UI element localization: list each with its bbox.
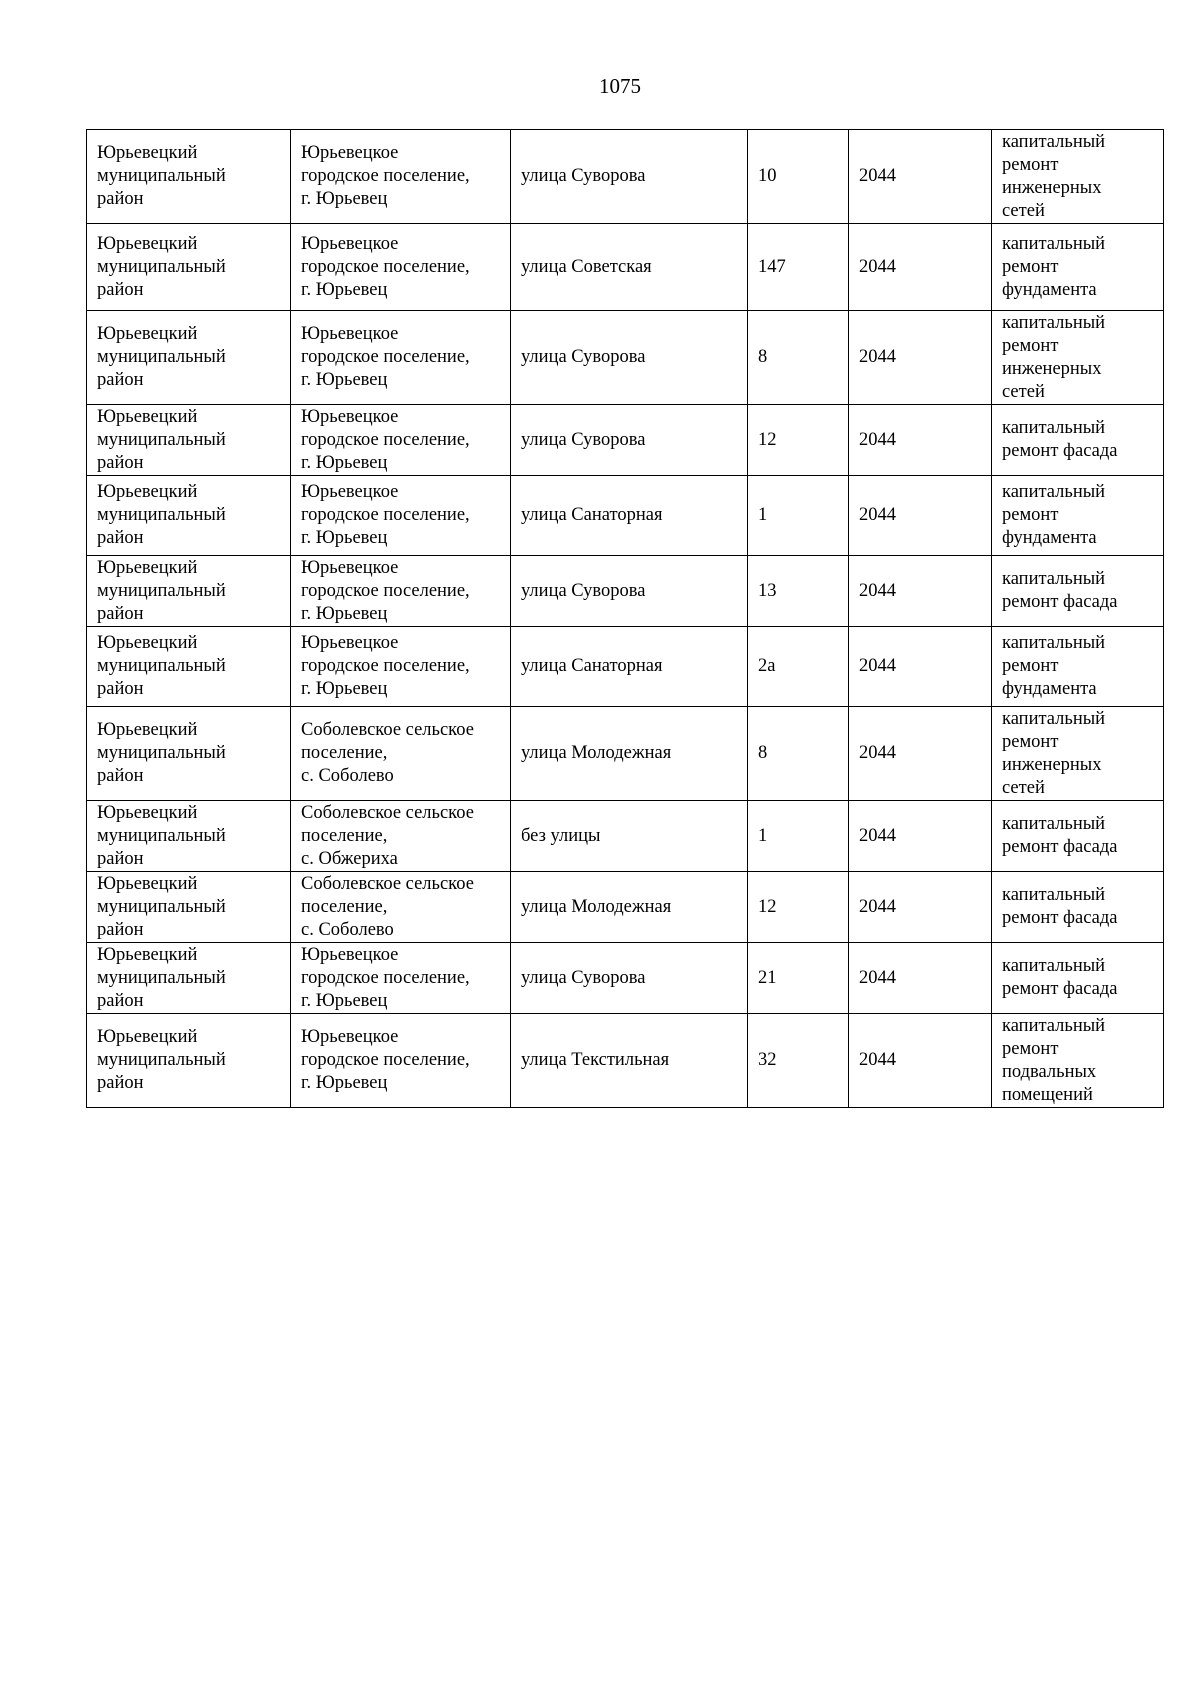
- cell-district: Юрьевецкий муниципальный район: [87, 872, 291, 943]
- cell-settlement: Юрьевецкое городское поселение, г. Юрьевец: [291, 1014, 511, 1108]
- cell-house-number: 2а: [748, 627, 849, 707]
- cell-work-type: капитальный ремонт фасада: [992, 872, 1164, 943]
- table-row: [87, 872, 1164, 943]
- cell-planned-year: 2044: [849, 1014, 992, 1108]
- cell-district: Юрьевецкий муниципальный район: [87, 943, 291, 1014]
- cell-street: улица Суворова: [511, 943, 748, 1014]
- cell-street: улица Молодежная: [511, 707, 748, 801]
- repair-schedule-table: [86, 129, 1164, 1108]
- table-body: [87, 130, 1164, 1108]
- cell-house-number: 8: [748, 707, 849, 801]
- cell-settlement: Юрьевецкое городское поселение, г. Юрьевец: [291, 627, 511, 707]
- cell-district: Юрьевецкий муниципальный район: [87, 556, 291, 627]
- cell-street: улица Суворова: [511, 556, 748, 627]
- cell-district: Юрьевецкий муниципальный район: [87, 224, 291, 311]
- cell-house-number: 12: [748, 872, 849, 943]
- cell-planned-year: 2044: [849, 801, 992, 872]
- cell-planned-year: 2044: [849, 627, 992, 707]
- cell-planned-year: 2044: [849, 311, 992, 405]
- table-row: [87, 801, 1164, 872]
- cell-district: Юрьевецкий муниципальный район: [87, 1014, 291, 1108]
- cell-work-type: капитальный ремонт инженерных сетей: [992, 311, 1164, 405]
- cell-street: улица Суворова: [511, 405, 748, 476]
- cell-settlement: Соболевское сельское поселение, с. Соболево: [291, 707, 511, 801]
- table-row: [87, 627, 1164, 707]
- cell-work-type: капитальный ремонт инженерных сетей: [992, 130, 1164, 224]
- cell-district: Юрьевецкий муниципальный район: [87, 801, 291, 872]
- cell-planned-year: 2044: [849, 476, 992, 556]
- cell-house-number: 21: [748, 943, 849, 1014]
- cell-house-number: 8: [748, 311, 849, 405]
- table-row: [87, 556, 1164, 627]
- cell-house-number: 12: [748, 405, 849, 476]
- cell-street: без улицы: [511, 801, 748, 872]
- cell-planned-year: 2044: [849, 130, 992, 224]
- cell-street: улица Санаторная: [511, 627, 748, 707]
- cell-district: Юрьевецкий муниципальный район: [87, 130, 291, 224]
- cell-planned-year: 2044: [849, 224, 992, 311]
- cell-work-type: капитальный ремонт фундамента: [992, 224, 1164, 311]
- cell-house-number: 1: [748, 801, 849, 872]
- cell-district: Юрьевецкий муниципальный район: [87, 627, 291, 707]
- table-row: [87, 224, 1164, 311]
- page-number: 1075: [599, 74, 641, 98]
- cell-work-type: капитальный ремонт подвальных помещений: [992, 1014, 1164, 1108]
- cell-district: Юрьевецкий муниципальный район: [87, 476, 291, 556]
- cell-work-type: капитальный ремонт фасада: [992, 943, 1164, 1014]
- cell-planned-year: 2044: [849, 872, 992, 943]
- cell-work-type: капитальный ремонт фасада: [992, 405, 1164, 476]
- cell-work-type: капитальный ремонт фундамента: [992, 627, 1164, 707]
- cell-house-number: 1: [748, 476, 849, 556]
- cell-work-type: капитальный ремонт фундамента: [992, 476, 1164, 556]
- cell-settlement: Юрьевецкое городское поселение, г. Юрьевец: [291, 130, 511, 224]
- cell-work-type: капитальный ремонт фасада: [992, 556, 1164, 627]
- cell-street: улица Молодежная: [511, 872, 748, 943]
- cell-planned-year: 2044: [849, 707, 992, 801]
- cell-settlement: Юрьевецкое городское поселение, г. Юрьевец: [291, 311, 511, 405]
- cell-street: улица Санаторная: [511, 476, 748, 556]
- cell-settlement: Соболевское сельское поселение, с. Соболево: [291, 872, 511, 943]
- table-row: [87, 130, 1164, 224]
- cell-street: улица Текстильная: [511, 1014, 748, 1108]
- cell-settlement: Соболевское сельское поселение, с. Обжериха: [291, 801, 511, 872]
- cell-house-number: 147: [748, 224, 849, 311]
- cell-street: улица Суворова: [511, 311, 748, 405]
- cell-work-type: капитальный ремонт инженерных сетей: [992, 707, 1164, 801]
- cell-district: Юрьевецкий муниципальный район: [87, 311, 291, 405]
- cell-settlement: Юрьевецкое городское поселение, г. Юрьевец: [291, 476, 511, 556]
- cell-street: улица Советская: [511, 224, 748, 311]
- table-row: [87, 405, 1164, 476]
- cell-settlement: Юрьевецкое городское поселение, г. Юрьевец: [291, 556, 511, 627]
- cell-planned-year: 2044: [849, 943, 992, 1014]
- table-row: [87, 311, 1164, 405]
- cell-settlement: Юрьевецкое городское поселение, г. Юрьевец: [291, 405, 511, 476]
- table-row: [87, 1014, 1164, 1108]
- cell-work-type: капитальный ремонт фасада: [992, 801, 1164, 872]
- cell-settlement: Юрьевецкое городское поселение, г. Юрьевец: [291, 224, 511, 311]
- cell-settlement: Юрьевецкое городское поселение, г. Юрьевец: [291, 943, 511, 1014]
- cell-planned-year: 2044: [849, 556, 992, 627]
- table-row: [87, 943, 1164, 1014]
- table-row: [87, 707, 1164, 801]
- cell-house-number: 13: [748, 556, 849, 627]
- table-row: [87, 476, 1164, 556]
- cell-street: улица Суворова: [511, 130, 748, 224]
- cell-house-number: 10: [748, 130, 849, 224]
- cell-planned-year: 2044: [849, 405, 992, 476]
- cell-house-number: 32: [748, 1014, 849, 1108]
- cell-district: Юрьевецкий муниципальный район: [87, 405, 291, 476]
- cell-district: Юрьевецкий муниципальный район: [87, 707, 291, 801]
